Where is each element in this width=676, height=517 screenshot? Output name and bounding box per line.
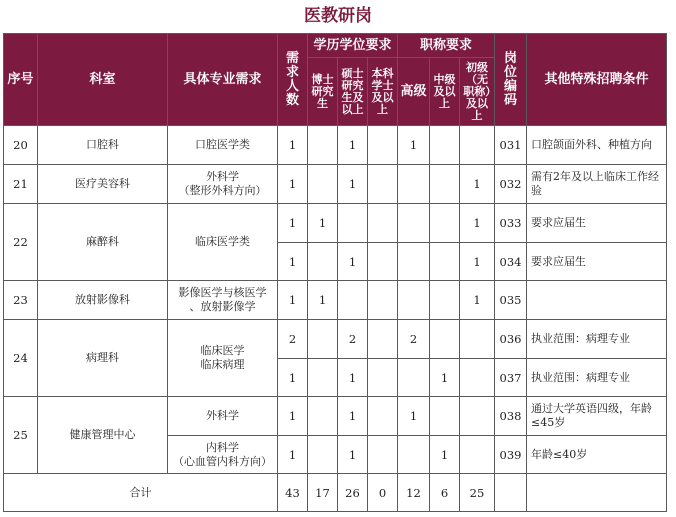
cell-dept: 放射影像科 — [38, 281, 168, 320]
cell-phd — [308, 436, 338, 474]
cell-senior: 1 — [398, 126, 430, 165]
cell-junior: 1 — [460, 165, 495, 204]
cell-spec — [168, 320, 278, 397]
cell-other: 口腔颌面外科、种植方向 — [527, 126, 667, 165]
cell-seq: 24 — [4, 320, 38, 397]
total-junior: 25 — [460, 474, 495, 512]
cell-junior — [460, 320, 495, 359]
cell-spec: 临床医学类 — [168, 204, 278, 281]
cell-junior — [460, 397, 495, 436]
cell-spec-line2: （心血管内科方向） — [173, 454, 272, 468]
cell-need: 1 — [278, 126, 308, 165]
cell-other: 执业范围：病理专业 — [527, 359, 667, 397]
cell-senior — [398, 204, 430, 243]
cell-phd — [308, 126, 338, 165]
cell-phd — [308, 397, 338, 436]
cell-junior — [460, 126, 495, 165]
total-master: 26 — [338, 474, 368, 512]
table-row — [4, 281, 667, 320]
cell-mid — [430, 204, 460, 243]
total-senior: 12 — [398, 474, 430, 512]
cell-spec: 外科学 — [168, 397, 278, 436]
header-edu-master: 硕士研究生及以上 — [338, 58, 368, 126]
cell-junior: 1 — [460, 204, 495, 243]
cell-need: 1 — [278, 281, 308, 320]
header-title-mid: 中级及以上 — [430, 58, 460, 126]
cell-junior — [460, 359, 495, 397]
cell-dept: 医疗美容科 — [38, 165, 168, 204]
cell-spec-line1: 外科学 — [206, 170, 239, 183]
header-other: 其他特殊招聘条件 — [527, 34, 667, 126]
cell-spec-line2: 临床病理 — [200, 358, 245, 371]
total-row — [4, 474, 667, 512]
cell-master: 1 — [338, 397, 368, 436]
cell-seq: 23 — [4, 281, 38, 320]
cell-master — [338, 204, 368, 243]
cell-other: 年龄≤40岁 — [527, 436, 667, 474]
cell-phd — [308, 320, 338, 359]
total-need: 43 — [278, 474, 308, 512]
cell-need: 2 — [278, 320, 308, 359]
cell-need: 1 — [278, 397, 308, 436]
cell-senior — [398, 359, 430, 397]
cell-seq: 21 — [4, 165, 38, 204]
cell-mid — [430, 320, 460, 359]
cell-code: 032 — [495, 165, 527, 204]
cell-other: 要求应届生 — [527, 243, 667, 281]
cell-senior — [398, 436, 430, 474]
cell-code: 035 — [495, 281, 527, 320]
cell-other: 通过大学英语四级，年龄≤45岁 — [527, 397, 667, 436]
cell-bachelor — [368, 397, 398, 436]
cell-junior: 1 — [460, 281, 495, 320]
cell-need: 1 — [278, 165, 308, 204]
cell-mid: 1 — [430, 436, 460, 474]
header-need: 需求人数 — [278, 34, 308, 126]
cell-spec — [168, 165, 278, 204]
cell-mid — [430, 397, 460, 436]
cell-master: 1 — [338, 243, 368, 281]
cell-need: 1 — [278, 359, 308, 397]
cell-bachelor — [368, 126, 398, 165]
cell-bachelor — [368, 243, 398, 281]
total-label: 合计 — [4, 474, 278, 512]
cell-junior: 1 — [460, 243, 495, 281]
cell-code: 033 — [495, 204, 527, 243]
cell-spec — [168, 436, 278, 474]
header-edu-bachelor: 本科学士及以上 — [368, 58, 398, 126]
table-row — [4, 165, 667, 204]
cell-senior: 1 — [398, 397, 430, 436]
cell-code: 031 — [495, 126, 527, 165]
cell-senior — [398, 281, 430, 320]
cell-other: 需有2年及以上临床工作经验 — [527, 165, 667, 204]
cell-other: 要求应届生 — [527, 204, 667, 243]
cell-mid — [430, 126, 460, 165]
total-bachelor: 0 — [368, 474, 398, 512]
cell-senior — [398, 165, 430, 204]
cell-master: 1 — [338, 359, 368, 397]
table-row — [4, 397, 667, 436]
header-spec: 具体专业需求 — [168, 34, 278, 126]
cell-phd — [308, 165, 338, 204]
cell-need: 1 — [278, 243, 308, 281]
header-code: 岗位编码 — [495, 34, 527, 126]
cell-bachelor — [368, 436, 398, 474]
cell-dept: 病理科 — [38, 320, 168, 397]
table-row — [4, 320, 667, 359]
header-title-group: 职称要求 — [398, 34, 495, 58]
cell-master: 2 — [338, 320, 368, 359]
cell-mid — [430, 165, 460, 204]
table-row — [4, 126, 667, 165]
cell-code: 037 — [495, 359, 527, 397]
header-dept: 科室 — [38, 34, 168, 126]
cell-master: 1 — [338, 165, 368, 204]
total-code — [495, 474, 527, 512]
cell-code: 034 — [495, 243, 527, 281]
header-edu-group: 学历学位要求 — [308, 34, 398, 58]
cell-spec-line1: 临床医学 — [200, 344, 245, 357]
cell-spec-line2: （整形外科方向） — [178, 184, 267, 197]
total-phd: 17 — [308, 474, 338, 512]
header-title-senior: 高级 — [398, 58, 430, 126]
cell-need: 1 — [278, 436, 308, 474]
cell-spec-line2: 、放射影像学 — [189, 300, 256, 313]
cell-master: 1 — [338, 436, 368, 474]
cell-code: 039 — [495, 436, 527, 474]
header-title-junior: 初级（无职称）及以上 — [460, 58, 495, 126]
header-row-1 — [4, 34, 667, 58]
page-title: 医教研岗 — [304, 6, 372, 26]
total-mid: 6 — [430, 474, 460, 512]
cell-dept: 口腔科 — [38, 126, 168, 165]
cell-senior — [398, 243, 430, 281]
total-other — [527, 474, 667, 512]
cell-senior: 2 — [398, 320, 430, 359]
cell-need: 1 — [278, 204, 308, 243]
header-edu-phd: 博士研究生 — [308, 58, 338, 126]
cell-seq: 25 — [4, 397, 38, 474]
cell-bachelor — [368, 165, 398, 204]
cell-mid: 1 — [430, 359, 460, 397]
header-seq: 序号 — [4, 34, 38, 126]
cell-mid — [430, 243, 460, 281]
cell-master — [338, 281, 368, 320]
cell-other: 执业范围：病理专业 — [527, 320, 667, 359]
cell-seq: 22 — [4, 204, 38, 281]
cell-dept: 健康管理中心 — [38, 397, 168, 474]
cell-bachelor — [368, 204, 398, 243]
cell-phd — [308, 359, 338, 397]
cell-code: 038 — [495, 397, 527, 436]
cell-bachelor — [368, 281, 398, 320]
cell-phd — [308, 243, 338, 281]
cell-code: 036 — [495, 320, 527, 359]
cell-seq: 20 — [4, 126, 38, 165]
cell-spec-line1: 影像医学与核医学 — [178, 286, 267, 299]
cell-other — [527, 281, 667, 320]
cell-spec: 口腔医学类 — [168, 126, 278, 165]
cell-master: 1 — [338, 126, 368, 165]
table-row — [4, 204, 667, 243]
cell-phd: 1 — [308, 281, 338, 320]
cell-bachelor — [368, 320, 398, 359]
cell-junior — [460, 436, 495, 474]
cell-mid — [430, 281, 460, 320]
cell-spec-line1: 内科学 — [206, 440, 239, 454]
cell-spec — [168, 281, 278, 320]
cell-phd: 1 — [308, 204, 338, 243]
recruitment-table — [3, 33, 667, 512]
cell-bachelor — [368, 359, 398, 397]
cell-dept: 麻醉科 — [38, 204, 168, 281]
